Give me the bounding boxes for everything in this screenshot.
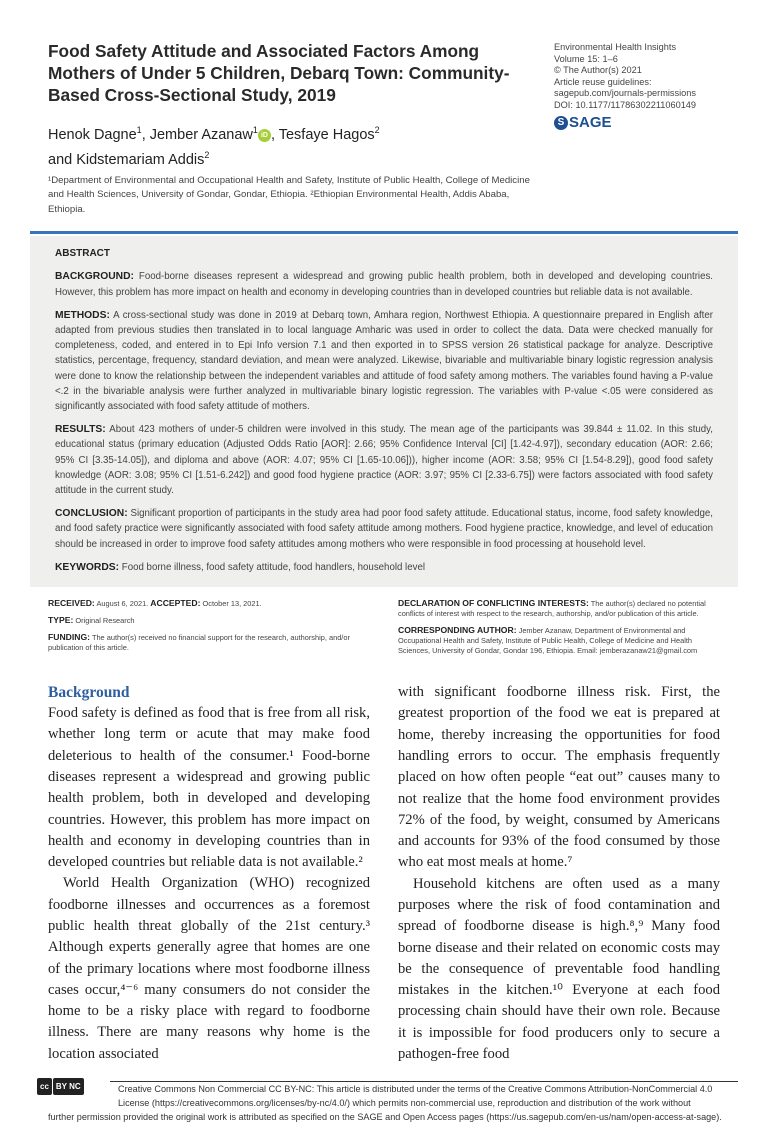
header-divider xyxy=(30,231,738,234)
section-heading: Background xyxy=(48,684,130,702)
journal-volume: Volume 15: 1–6 xyxy=(554,53,618,64)
footer xyxy=(0,1079,768,1124)
publisher-name: SAGE xyxy=(569,114,612,131)
affiliations: ¹Department of Environmental and Occupational Health and Safety, Institute of Public Health, College of Medicine and Health Sciences, University of Gondar, Gondar, Ethiopia. ²Ethiopian Environmental Health, Addis Ababa, Ethiopia. xyxy=(48,174,530,215)
affiliation-marker: 1 xyxy=(136,125,142,135)
by-nc-icon: BY NC xyxy=(53,1078,84,1095)
license-text: Creative Commons Non Commercial CC BY-NC: This article is distributed under the terms of the Creative Commons Attribution-NonCommercial 4.0 License (https://creativecommons.org/licenses/by-nc/4.0/) which permits non-commercial use, reproduction and distribution of the work without xyxy=(118,1084,713,1109)
paragraph: with significant foodborne illness risk. First, the greatest proportion of the food we eat is prepared at home, thereby increasing the opportunities for food handling errors to occur. The emphasis frequently placed on how often people “eat out” causes many to not realize that the home food environment provides 72% of the food, by weight, consumed by Americans and accounts for 93% of the food consumed by those who eat most meals at home.⁷ xyxy=(398,684,720,871)
reuse-label: Article reuse guidelines: xyxy=(554,76,652,87)
abstract-box xyxy=(30,236,738,587)
conflict-declaration: DECLARATION OF CONFLICTING INTERESTS: The author(s) declared no potential conflicts of interest with respect to the research, authorship, and/or publication of this article. xyxy=(398,598,706,619)
cc-icon: cc xyxy=(37,1078,52,1095)
article-meta-right xyxy=(398,598,723,662)
license-text-2: further permission provided the original work is attributed as specified on the SAGE and Open Access pages (https://us.sagepub.com/en-us/nam/open-access-at-sage). xyxy=(48,1112,722,1123)
corresponding-author: CORRESPONDING AUTHOR: Jember Azanaw, Department of Environmental and Occupational Health and Safety, Institute of Public Health, College of Medicine and Health Sciences, University of Gondar, Gondar 196, Ethiopia. Email: jemberazanaw21@gmail.com xyxy=(398,625,698,656)
header-left xyxy=(48,40,538,217)
orcid-icon[interactable]: iD xyxy=(258,129,271,142)
abstract-background: BACKGROUND: Food-borne diseases represent a widespread and growing public health problem, both in developed and developing countries. However, this problem has more impact on health and economy in developing countries than in developed countries but reliable data is not available. xyxy=(55,271,713,298)
article-type: TYPE: Original Research xyxy=(48,615,135,626)
reuse-link[interactable]: sagepub.com/journals-permissions xyxy=(554,88,696,98)
article-meta-left xyxy=(48,598,378,662)
article-header xyxy=(0,0,768,217)
abstract-results: RESULTS: About 423 mothers of under-5 children were involved in this study. The mean age of the participants was 39.844 ± 11.02. In this study, educational status (primary education (Adjusted Odds Ratio [AOR]: 2.66; 95% Confidence Interval [CI] [1.42-4.97]), secondary education (AOR: 2.66; 95% CI [3.35-14.05]), and diploma and above (AOR: 4.07; 95% CI [1.65-10.06])), higher income (AOR: 3.58; 95% CI [1.54-8.29]), good food safety knowledge (AOR: 3.08; 95% CI [1.51-6.242]) and good food hygiene practice (AOR: 3.97; 95% CI [2.33-6.75]) were factors associated with food safety attitude in the current study. xyxy=(55,424,713,496)
sage-logo-icon: S xyxy=(554,116,568,130)
abstract-keywords: KEYWORDS: Food borne illness, food safety attitude, food handlers, household level xyxy=(55,561,425,573)
author[interactable]: Henok Dagne xyxy=(48,126,137,143)
affiliation-marker: 2 xyxy=(374,125,380,135)
copyright: © The Author(s) 2021 xyxy=(554,65,642,75)
affiliation-marker: 2 xyxy=(204,149,210,160)
abstract-methods: METHODS: A cross-sectional study was done in 2019 at Debarq town, Amhara region, Northwest Ethiopia. A questionnaire prepared in English after adapted from previous studies then translated in to local language Amharic was used in order to collect the data. Data were checked manually for completeness, coded, and entered in to Epi Info version 7.1 and then exported in to SPSS version 26 statistical package for analyze. Descriptive statistics, percentage, frequency, standard deviation, and mean were analyzed. Likewise, bivariable and multivariable binary logistic regression analysis were done to know the relationship between the independent variables and attitude of food safety among mothers. The variables found having a P-value <.2 in the bivariable analysis were further analyzed in multivariable binary logistic regression. The variables with P-value <.05 were considered as significantly associated with food safety attitude of mothers. xyxy=(55,309,713,412)
article-title: Food Safety Attitude and Associated Factors Among Mothers of Under 5 Children, Debarq Town: Community-Based Cross-Sectional Study, 2019 xyxy=(48,41,510,105)
journal-name: Environmental Health Insights xyxy=(554,42,677,52)
paragraph: World Health Organization (WHO) recognized foodborne illnesses and occurrences as a foremost public health threat globally of the 21st century.³ Although experts generally agree that homes are one of the primary locations where most foodborne illness cases occur,⁴⁻⁶ many consumers do not consider the home to be a risky place with regard to foodborne illness. There are many reasons why home is the location associated xyxy=(48,875,370,1062)
doi[interactable]: DOI: 10.1177/11786302211060149 xyxy=(554,99,697,110)
license-footer xyxy=(48,1082,738,1124)
cc-license-badge[interactable] xyxy=(37,1078,84,1095)
author[interactable]: and Kidstemariam Addis xyxy=(48,151,205,168)
article-body xyxy=(48,682,720,1065)
journal-info xyxy=(554,42,696,217)
affiliation-marker: 1 xyxy=(252,125,258,135)
funding: FUNDING: The author(s) received no financial support for the research, authorship, and/or publication of this article. xyxy=(48,632,350,653)
author-list xyxy=(48,120,538,170)
abstract-heading: ABSTRACT xyxy=(55,248,110,260)
article-meta xyxy=(0,598,768,662)
sage-logo xyxy=(554,114,696,132)
dates: RECEIVED: August 6, 2021. ACCEPTED: October 13, 2021. xyxy=(48,598,262,609)
author[interactable]: , Jember Azanaw xyxy=(141,126,253,143)
paragraph: Food safety is defined as food that is free from all risk, whether long term or acute that may make food deleterious to health of the consumer.¹ Food-borne diseases represent a widespread and growing public health problem, both in developed and developing countries. However, this problem has more impact on health and economy in developing countries than in developed countries but reliable data is not available.² xyxy=(48,705,370,871)
author[interactable]: , Tesfaye Hagos xyxy=(270,126,375,143)
paragraph: Household kitchens are often used as a many purposes where the risk of food contamination and spread of foodborne disease is high.⁸,⁹ Many food borne disease and their related on economic costs may be the consequence of preventable food handling mistakes in the kitchen.¹⁰ Everyone at each food processing chain should have their own role. Because it is impossible for food producers only to secure a pathogen-free food xyxy=(398,875,720,1063)
abstract-conclusion: CONCLUSION: Significant proportion of participants in the study area had poor food safety attitude. Educational status, income, food safety knowledge, and food safety practice were significantly associated with food safety attitude among mothers. Food hygiene practice, knowledge, and level of education should be increased in order to improve food safety attitudes among mothers who were responsible in food processing at household level. xyxy=(55,508,713,550)
